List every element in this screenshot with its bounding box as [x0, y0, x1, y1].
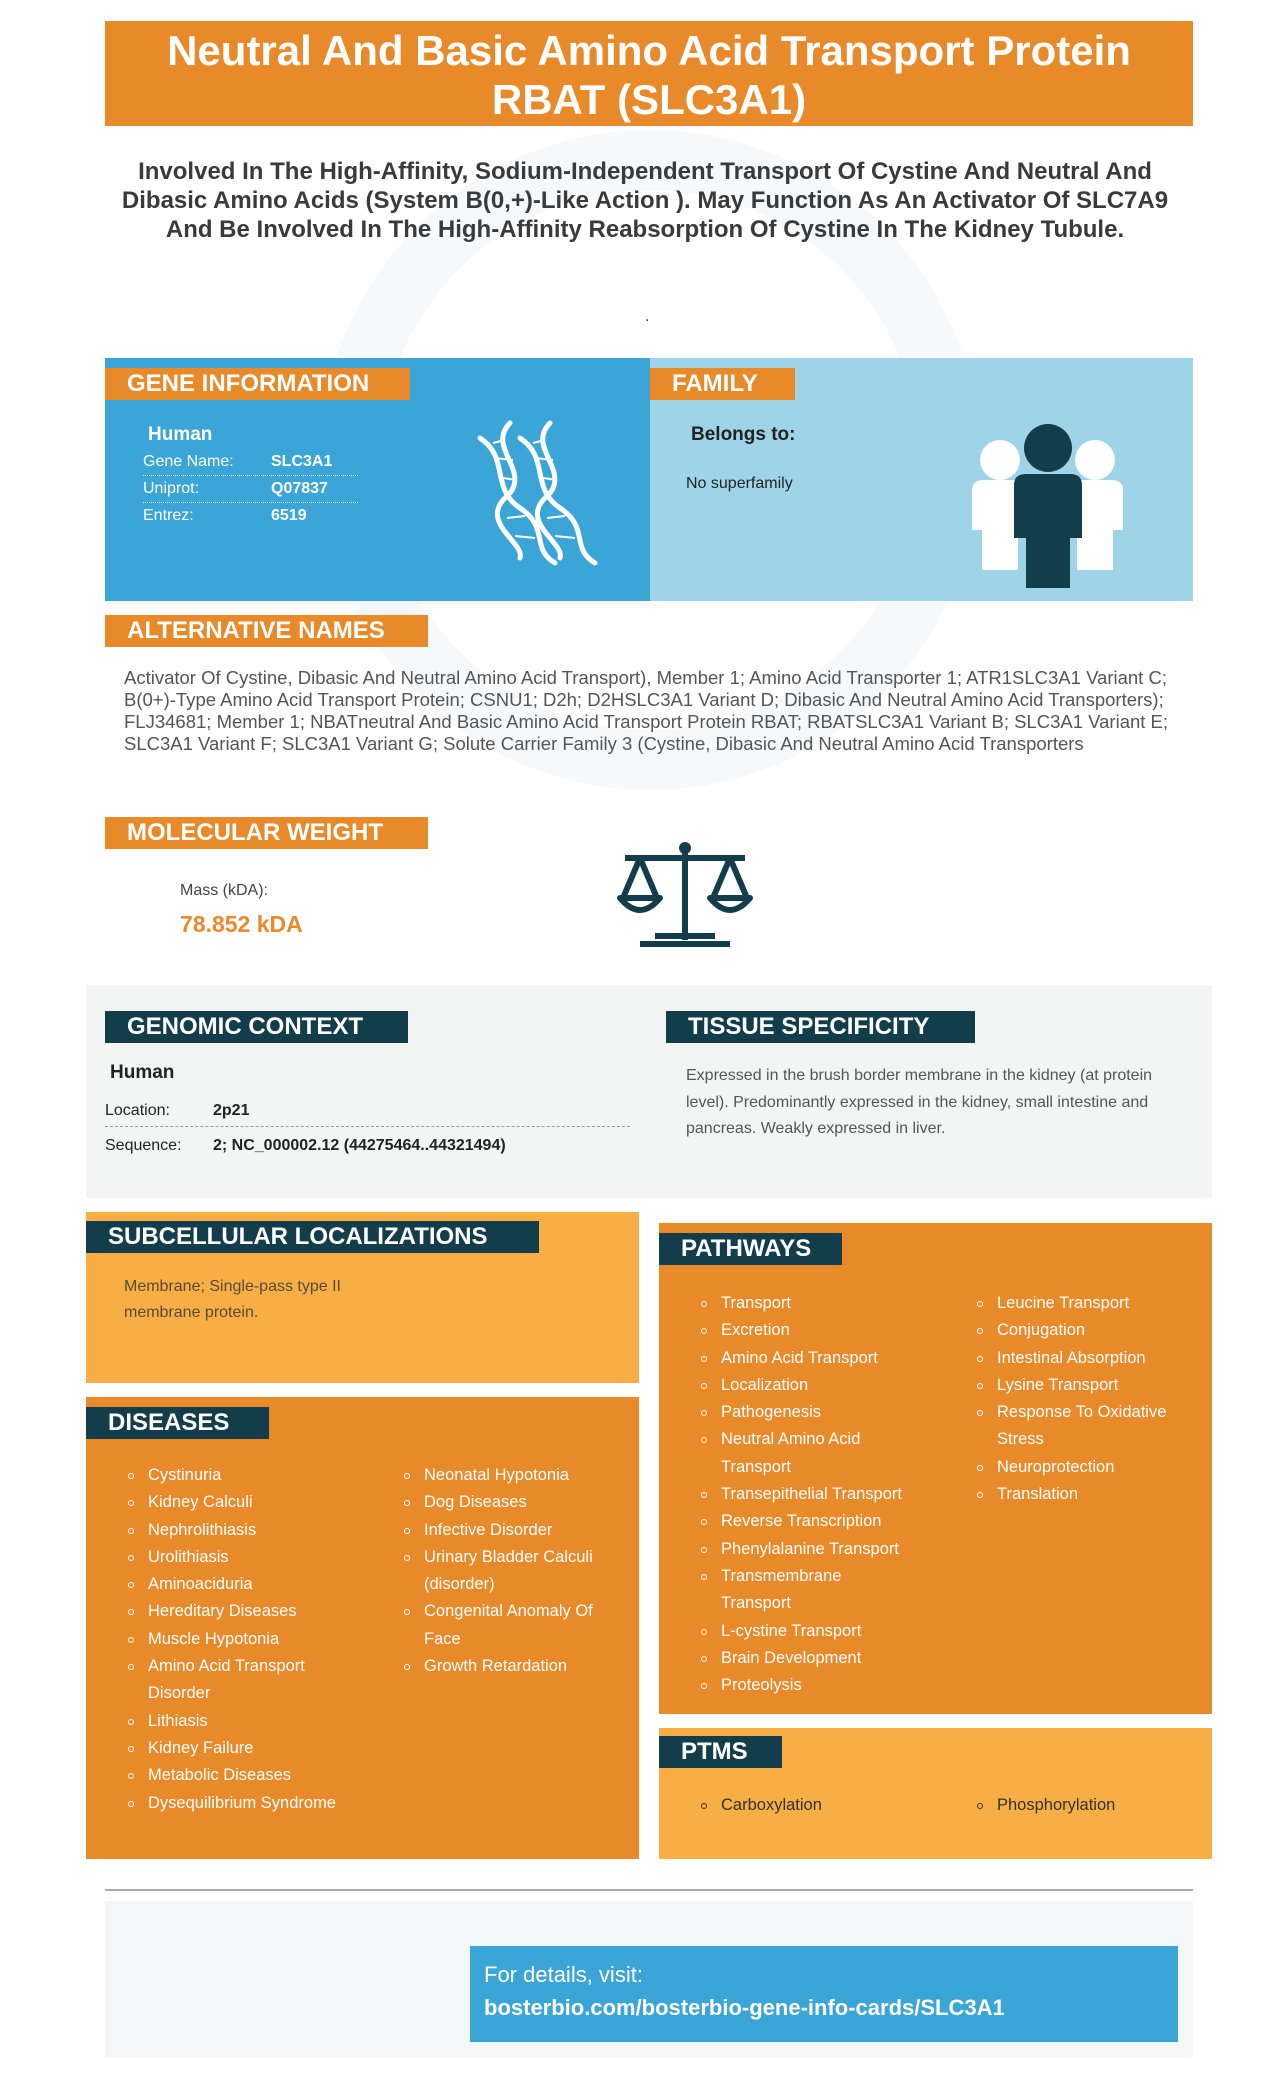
- family-heading: FAMILY: [650, 368, 795, 400]
- alternative-names-heading: ALTERNATIVE NAMES: [105, 615, 428, 647]
- list-item: Urolithiasis: [128, 1544, 343, 1571]
- location-label: Location:: [105, 1102, 170, 1119]
- pathways-list-col2: [977, 1290, 1192, 1508]
- ptms-heading: PTMS: [659, 1736, 782, 1768]
- subcellular-heading: SUBCELLULAR LOCALIZATIONS: [86, 1221, 539, 1253]
- family-value: No superfamily: [686, 475, 793, 492]
- molecular-weight-heading: MOLECULAR WEIGHT: [105, 817, 428, 849]
- mass-label: Mass (kDA):: [180, 882, 268, 899]
- entrez-row: [143, 503, 358, 530]
- list-item: L-cystine Transport: [701, 1618, 911, 1645]
- list-item: Transport: [701, 1290, 911, 1317]
- list-item: Carboxylation: [701, 1792, 911, 1819]
- protein-description: Involved In The High-Affinity, Sodium-Independent Transport Of Cystine And Neutral And Dibasic Amino Acids (System B(0,+)-Like Action ). May Function As An Activator Of SLC7A9 And Be Involved In The High-Affinity Reabsorption Of Cystine In The Kidney Tubule.: [121, 158, 1169, 243]
- ptms-list-col1: [701, 1792, 911, 1819]
- list-item: Brain Development: [701, 1645, 911, 1672]
- list-item: Kidney Failure: [128, 1735, 343, 1762]
- details-label: For details, visit:: [484, 1962, 643, 1987]
- uniprot-label: Uniprot:: [143, 480, 200, 497]
- family-belongs-label: Belongs to:: [691, 424, 796, 445]
- subcellular-text: Membrane; Single-pass type II membrane protein.: [124, 1278, 341, 1321]
- list-item: Conjugation: [977, 1317, 1192, 1344]
- entrez-label: Entrez:: [143, 507, 194, 524]
- entrez-value: 6519: [271, 507, 307, 524]
- list-item: Translation: [977, 1481, 1192, 1508]
- pathways-heading: PATHWAYS: [659, 1233, 842, 1265]
- uniprot-row: [143, 476, 358, 503]
- list-item: Aminoaciduria: [128, 1571, 343, 1598]
- list-item: Kidney Calculi: [128, 1489, 343, 1516]
- list-item: Phosphorylation: [977, 1792, 1192, 1819]
- people-group-icon: [970, 420, 1125, 590]
- details-link-box[interactable]: [470, 1946, 1178, 2042]
- list-item: Neuroprotection: [977, 1454, 1192, 1481]
- location-value: 2p21: [213, 1102, 250, 1119]
- scale-icon: [615, 840, 755, 955]
- list-item: Neonatal Hypotonia: [404, 1462, 619, 1489]
- list-item: Response To Oxidative Stress: [977, 1399, 1192, 1454]
- page-title: Neutral And Basic Amino Acid Transport Protein RBAT (SLC3A1): [105, 21, 1193, 126]
- tissue-specificity-text: Expressed in the brush border membrane in the kidney (at protein level). Predominantly expressed in the kidney, small intestine and pancreas. Weakly expressed in liver.: [686, 1067, 1153, 1137]
- alternative-names-text: Activator Of Cystine, Dibasic And Neutral Amino Acid Transport), Member 1; Amino Acid Transporter 1; ATR1SLC3A1 Variant C; B(0+)-Type Amino Acid Transport Protein; CSNU1; D2h; D2HSLC3A1 Variant D; Dibasic And Neutral Amino Acid Transporters); FLJ34681; Member 1; NBATneutral And Basic Amino Acid Transport Protein RBAT; RBATSLC3A1 Variant B; SLC3A1 Variant E; SLC3A1 Variant F; SLC3A1 Variant G; Solute Carrier Family 3 (Cystine, Dibasic And Neutral Amino Acid Transporters: [124, 667, 1169, 754]
- genomic-species: Human: [110, 1062, 175, 1083]
- list-item: Cystinuria: [128, 1462, 343, 1489]
- list-item: Reverse Transcription: [701, 1508, 911, 1535]
- list-item: Growth Retardation: [404, 1653, 619, 1680]
- gene-name-value: SLC3A1: [271, 453, 333, 470]
- list-item: Phenylalanine Transport: [701, 1536, 911, 1563]
- list-item: Metabolic Diseases: [128, 1762, 343, 1789]
- gene-name-label: Gene Name:: [143, 453, 234, 470]
- list-item: Leucine Transport: [977, 1290, 1192, 1317]
- list-item: Intestinal Absorption: [977, 1345, 1192, 1372]
- list-item: Transepithelial Transport: [701, 1481, 911, 1508]
- details-link[interactable]: bosterbio.com/bosterbio-gene-info-cards/SLC3A1: [484, 1995, 1005, 2020]
- list-item: Urinary Bladder Calculi (disorder): [404, 1544, 619, 1599]
- list-item: Localization: [701, 1372, 911, 1399]
- genomic-context-heading: GENOMIC CONTEXT: [105, 1011, 408, 1043]
- list-item: Muscle Hypotonia: [128, 1626, 343, 1653]
- mass-value: 78.852 kDA: [180, 911, 303, 937]
- diseases-heading: DISEASES: [86, 1407, 269, 1439]
- list-item: Amino Acid Transport Disorder: [128, 1653, 343, 1708]
- gene-name-row: [143, 449, 358, 476]
- list-item: Proteolysis: [701, 1672, 911, 1699]
- uniprot-value: Q07837: [271, 480, 328, 497]
- list-item: Hereditary Diseases: [128, 1598, 343, 1625]
- list-item: Transmembrane Transport: [701, 1563, 911, 1618]
- list-item: Excretion: [701, 1317, 911, 1344]
- sequence-row: [105, 1131, 630, 1162]
- separator-dot: .: [645, 308, 650, 325]
- sequence-value: 2; NC_000002.12 (44275464..44321494): [213, 1137, 506, 1154]
- list-item: Lithiasis: [128, 1708, 343, 1735]
- gene-species: Human: [148, 424, 213, 445]
- gene-information-heading: GENE INFORMATION: [105, 368, 410, 400]
- diseases-list-col2: [404, 1462, 619, 1680]
- list-item: Dysequilibrium Syndrome: [128, 1790, 343, 1817]
- list-item: Infective Disorder: [404, 1517, 619, 1544]
- list-item: Pathogenesis: [701, 1399, 911, 1426]
- list-item: Congenital Anomaly Of Face: [404, 1598, 619, 1653]
- tissue-specificity-heading: TISSUE SPECIFICITY: [666, 1011, 975, 1043]
- location-row: [105, 1096, 630, 1127]
- diseases-list-col1: [128, 1462, 343, 1817]
- list-item: Amino Acid Transport: [701, 1345, 911, 1372]
- list-item: Nephrolithiasis: [128, 1517, 343, 1544]
- sequence-label: Sequence:: [105, 1137, 182, 1154]
- list-item: Dog Diseases: [404, 1489, 619, 1516]
- list-item: Neutral Amino Acid Transport: [701, 1426, 911, 1481]
- dna-icon: [465, 418, 615, 568]
- list-item: Lysine Transport: [977, 1372, 1192, 1399]
- pathways-list-col1: [701, 1290, 911, 1699]
- footer-divider: [105, 1889, 1193, 1891]
- ptms-list-col2: [977, 1792, 1192, 1819]
